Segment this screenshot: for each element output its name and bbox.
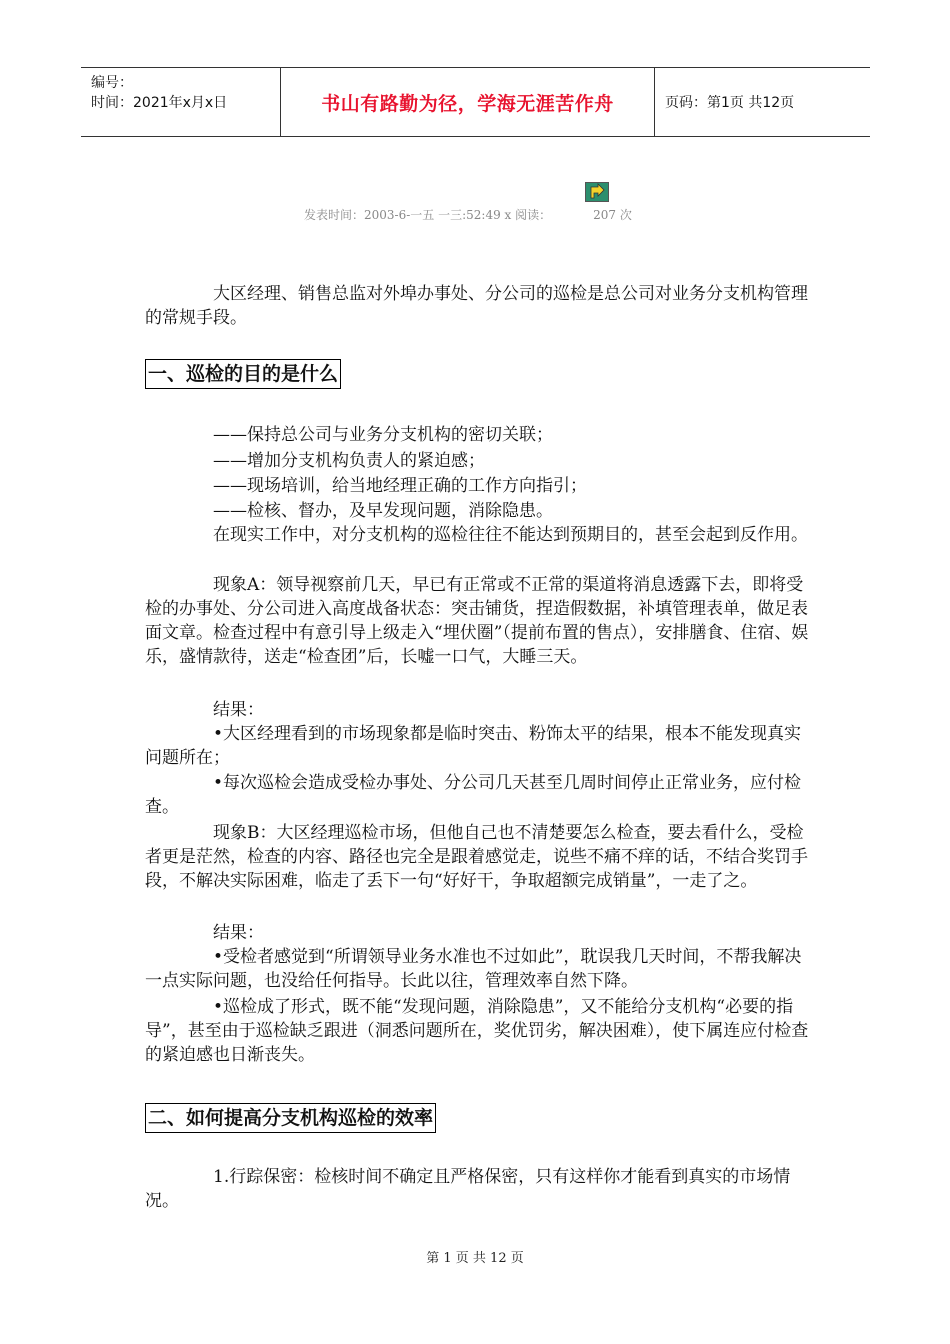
result-item: •受检者感觉到“所谓领导业务水准也不过如此”，耽误我几天时间，不帮我解决一点实际问题，也没给任何指导。长此以往，管理效率自然下降。 <box>145 947 802 991</box>
header-right-cell <box>655 68 870 136</box>
header-left-cell <box>81 68 281 136</box>
motto: 书山有路勤为径，学海无涯苦作舟 <box>321 92 614 115</box>
list-item: ——增加分支机构负责人的紧迫感； <box>213 451 485 471</box>
paragraph-reality: 在现实工作中，对分支机构的巡检往往不能达到预期目的，甚至会起到反作用。 <box>213 525 808 545</box>
header-middle-cell <box>281 68 655 136</box>
number-label: 编号： <box>91 75 133 91</box>
paragraph-phenomenon-b: 现象B：大区经理巡检市场，但他自己也不清楚要怎么检查，要去看什么，受检者更是茫然，检查的内容、路径也完全是跟着感觉走，说些不痛不痒的话，不结合奖罚手段，不解决实际困难，临走了丢下一句“好好干，争取超额完成销量”，一走了之。 <box>145 823 808 891</box>
result-label: 结果： <box>213 700 264 720</box>
paragraph-phenomenon-a: 现象A：领导视察前几天，早已有正常或不正常的渠道将消息透露下去，即将受检的办事处、分公司进入高度战备状态：突击铺货，捏造假数据，补填管理表单，做足表面文章。检查过程中有意引导上级走入“埋伏圈”（提前布置的售点），安排膳食、住宿、娱乐，盛情款待，送走“检查团”后，长嘘一口气，大睡三天。 <box>145 575 809 667</box>
time-label: 时间：2021年x月x日 <box>91 95 228 111</box>
page-info: 页码：第1页 共12页 <box>665 95 795 111</box>
result-label: 结果： <box>213 923 264 943</box>
list-item: ——保持总公司与业务分支机构的密切关联； <box>213 425 553 445</box>
result-item: •巡检成了形式，既不能“发现问题，消除隐患”，又不能给分支机构“必要的指导”，甚至由于巡检缺乏跟进（洞悉问题所在，奖优罚劣，解决困难），使下属连应付检查的紧迫感也日渐丧失。 <box>145 997 809 1065</box>
read-count: 207 次 <box>593 208 632 222</box>
arrow-icon <box>585 182 609 202</box>
page-footer: 第 1 页 共 12 页 <box>426 1251 524 1266</box>
result-item: •大区经理看到的市场现象都是临时突击、粉饰太平的结果，根本不能发现真实问题所在； <box>145 724 802 768</box>
header-table <box>81 67 870 137</box>
list-item: ——检核、督办，及早发现问题，消除隐患。 <box>213 501 553 521</box>
publish-time: 发表时间：2003-6-一五 一三:52:49 x 阅读： <box>304 208 552 222</box>
intro-paragraph: 大区经理、销售总监对外埠办事处、分公司的巡检是总公司对业务分支机构管理的常规手段。 <box>145 284 808 328</box>
list-item: ——现场培训，给当地经理正确的工作方向指引； <box>213 476 587 496</box>
section-2-heading: 二、如何提高分支机构巡检的效率 <box>145 1103 436 1133</box>
publish-meta <box>304 206 632 223</box>
paragraph-item-1: 1.行踪保密：检核时间不确定且严格保密，只有这样你才能看到真实的市场情况。 <box>145 1167 791 1211</box>
result-item: •每次巡检会造成受检办事处、分公司几天甚至几周时间停止正常业务，应付检查。 <box>145 773 802 817</box>
section-1-heading: 一、巡检的目的是什么 <box>145 359 341 389</box>
